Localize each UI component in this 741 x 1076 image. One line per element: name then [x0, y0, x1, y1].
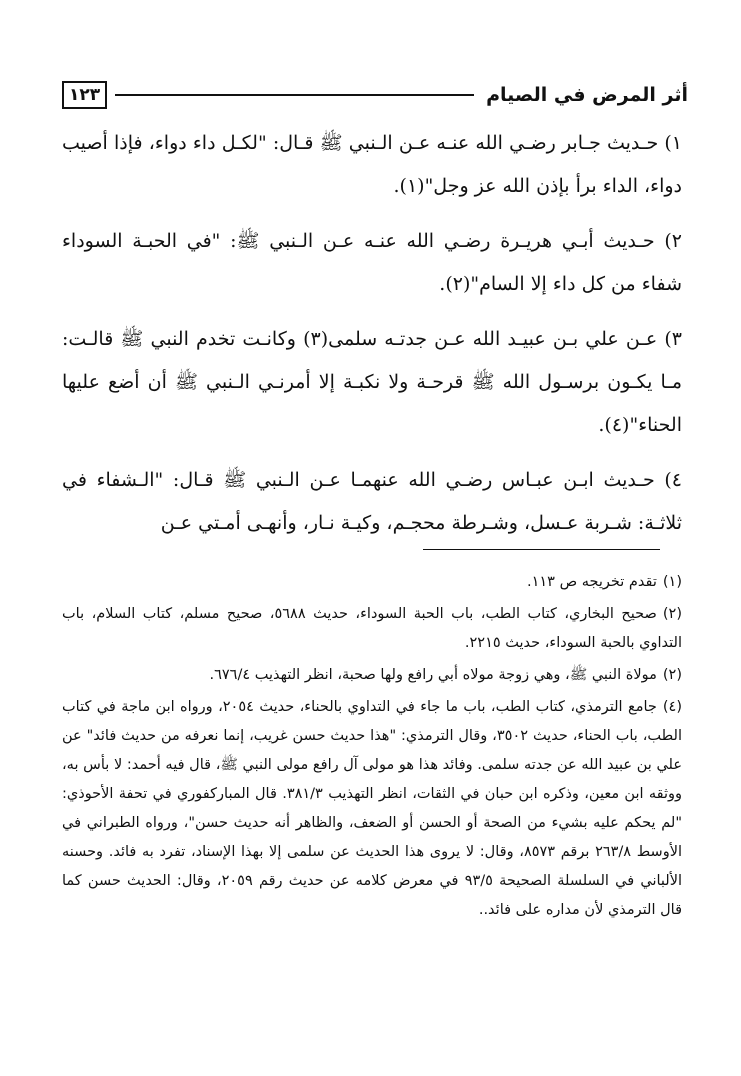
header-title: أثر المرض في الصيام	[486, 84, 688, 106]
hadith-paragraph-3: ٣) عـن علي بـن عبيـد الله عـن جدتـه سلمى(٣) وكانـت تخدم النبي ﷺ قالـت: مـا يكـون برسـول الله ﷺ قرحـة ولا نكبـة إلا أمرنـي الـنبي ﷺ أن أضع عليها الحناء"(٤).	[62, 328, 683, 436]
main-text	[62, 122, 682, 557]
hadith-paragraph-4: ٤) حـديث ابـن عبـاس رضـي الله عنهمـا عـن الـنبي ﷺ قـال: "الـشفاء في ثلاثـة: شـربة عـسل، وشـرطة محجـم، وكيـة نـار، وأنهـى أمـتي عـن	[62, 469, 682, 534]
footnote-number: (٤)	[662, 699, 682, 715]
footnote-text: جامع الترمذي، كتاب الطب، باب ما جاء في التداوي بالحناء، حديث ٢٠٥٤، ورواه ابن ماجة في كتاب الطب، باب الحناء، حديث ٣٥٠٢، وقال الترمذي: "هذا حديث حسن غريب، إنما نعرفه من حديث فائد" عن علي بن عبيد الله عن جدته سلمى. وفائد هذا هو مولى آل رافع مولى النبي ﷺ، قال فيه أحمد: لا بأس به، ووثقه ابن معين، وذكره ابن حبان في الثقات، انظر التهذيب ٣٨١/٣. قال المباركفوري في تحفة الأحوذي: "لم يحكم عليه بشيء من الصحة أو الحسن أو الضعف، والظاهر أنه حديث حسن"، ورواه الطبراني في الأوسط ٢٦٣/٨ برقم ٨٥٧٣، وقال: لا يروى هذا الحديث عن سلمى إلا بهذا الإسناد، تفرد به فائد. وحسنه الألباني في السلسلة الصحيحة ٩٣/٥ في معرض كلامه عن حديث رقم ٢٠٥٩، وقال: الحديث حسن كما قال الترمذي لأن مداره على فائد..	[62, 699, 682, 918]
footnote-text: صحيح البخاري، كتاب الطب، باب الحبة السوداء، حديث ٥٦٨٨، صحيح مسلم، كتاب السلام، باب التداوي بالحبة السوداء، حديث ٢٢١٥.	[62, 606, 682, 651]
footnotes	[62, 568, 682, 928]
hadith-paragraph-1: ١) حـديث جـابر رضـي الله عنـه عـن الـنبي ﷺ قـال: "لكـل داء دواء، فإذا أصيب دواء، الداء برأ بإذن الله عز وجل"(١).	[62, 132, 682, 197]
footnote-separator	[423, 549, 660, 550]
footnote-2	[62, 600, 682, 658]
footnote-number: (١)	[662, 574, 682, 590]
hadith-paragraph-2: ٢) حـديث أبـي هريـرة رضـي الله عنـه عـن الـنبي ﷺ: "في الحبـة السوداء شفاء من كل داء إلا السام"(٢).	[62, 230, 682, 295]
footnote-text: مولاة النبي ﷺ، وهي زوجة مولاه أبي رافع ولها صحبة، انظر التهذيب ٦٧٦/٤.	[209, 667, 657, 683]
running-header	[62, 78, 688, 112]
footnote-number: (٢)	[662, 667, 682, 683]
footnote-3	[62, 661, 682, 690]
footnote-1	[62, 568, 682, 597]
footnote-number: (٢)	[662, 606, 682, 622]
page-number: ١٢٣	[62, 81, 107, 109]
footnote-4	[62, 693, 682, 925]
footnote-text: تقدم تخريجه ص ١١٣.	[526, 574, 657, 590]
header-rule	[115, 94, 474, 96]
